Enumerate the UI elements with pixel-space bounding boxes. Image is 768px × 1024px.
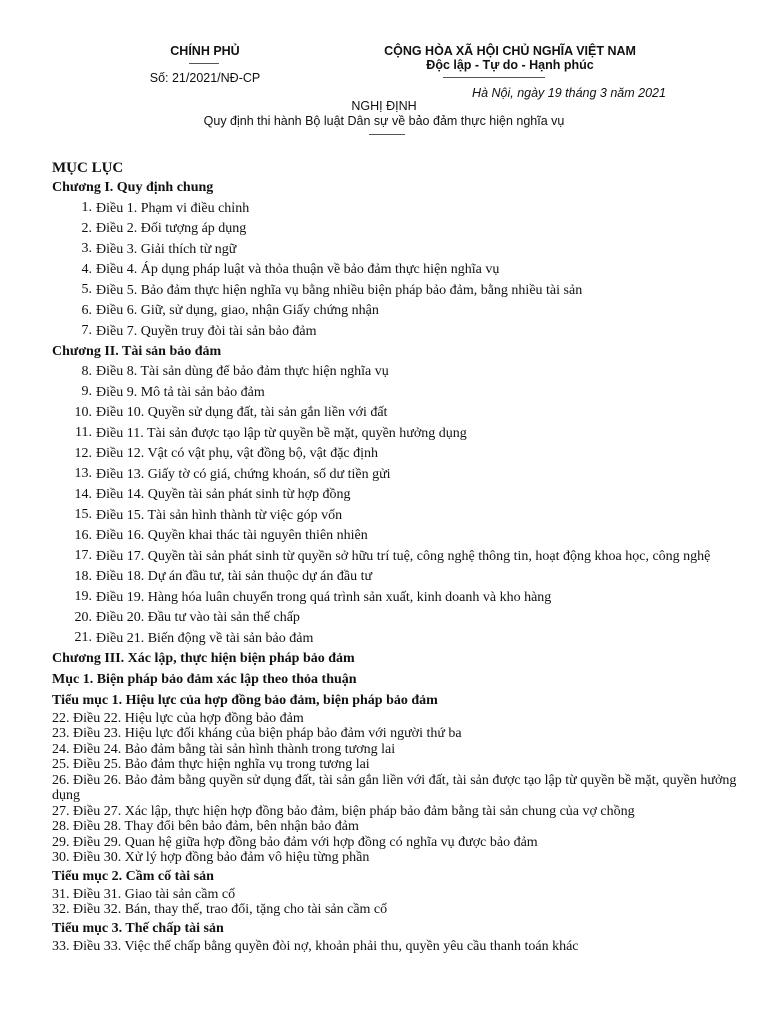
toc-entry[interactable]: 28. Điều 28. Thay đổi bên bảo đảm, bên nhận bảo đảm	[52, 819, 359, 834]
item-number: 10.	[74, 404, 92, 420]
item-text: Điều 20. Đầu tư vào tài sản thế chấp	[96, 610, 300, 625]
subsection-heading: Tiểu mục 3. Thế chấp tài sản	[52, 920, 224, 936]
item-number: 1.	[81, 200, 92, 215]
item-number: 8.	[81, 363, 92, 379]
item-number: 6.	[81, 302, 92, 318]
toc-item[interactable]	[52, 362, 752, 383]
item-number: 12.	[74, 445, 92, 461]
document-type: NGHỊ ĐỊNH	[351, 99, 417, 113]
chapter-heading: Chương II. Tài sản bảo đảm	[52, 343, 222, 359]
toc-item[interactable]	[52, 301, 752, 322]
toc-item[interactable]	[52, 382, 752, 403]
item-text: Điều 10. Quyền sử dụng đất, tài sản gắn liền với đất	[96, 405, 388, 420]
item-text: Điều 1. Phạm vi điều chỉnh	[96, 200, 250, 216]
item-text: Điều 9. Mô tả tài sản bảo đảm	[96, 384, 265, 400]
item-number: 14.	[74, 486, 92, 502]
toc-item[interactable]	[52, 198, 752, 219]
toc-item[interactable]	[52, 444, 752, 465]
chapter-heading: Chương III. Xác lập, thực hiện biện pháp bảo đảm	[52, 650, 355, 666]
item-number: 7.	[81, 323, 92, 338]
item-text: Điều 11. Tài sản được tạo lập từ quyền bề mặt, quyền hưởng dụng	[96, 425, 467, 441]
toc-item[interactable]	[52, 567, 752, 588]
toc-entry[interactable]: 30. Điều 30. Xử lý hợp đồng bảo đảm vô hiệu từng phần	[52, 850, 370, 865]
toc-item[interactable]	[52, 239, 752, 260]
toc-item[interactable]	[52, 423, 752, 444]
item-number: 17.	[74, 548, 92, 563]
toc-item[interactable]	[52, 464, 752, 485]
item-number: 16.	[74, 527, 92, 543]
toc-item[interactable]	[52, 219, 752, 240]
item-text: Điều 15. Tài sản hình thành từ việc góp vốn	[96, 507, 343, 523]
item-text: Điều 6. Giữ, sử dụng, giao, nhận Giấy chứng nhận	[96, 303, 379, 318]
toc-item[interactable]	[52, 505, 752, 526]
toc-entry[interactable]: 33. Điều 33. Việc thế chấp bằng quyền đòi nợ, khoản phải thu, quyền yêu cầu thanh toán khác	[52, 938, 579, 954]
item-text: Điều 8. Tài sản dùng để bảo đảm thực hiện nghĩa vụ	[96, 364, 389, 379]
item-text: Điều 17. Quyền tài sản phát sinh từ quyền sở hữu trí tuệ, công nghệ thông tin, hoạt động khoa học, công nghệ	[96, 548, 711, 564]
subsection-heading: Tiểu mục 2. Cầm cố tài sản	[52, 868, 214, 884]
item-text: Điều 5. Bảo đảm thực hiện nghĩa vụ bằng nhiều biện pháp bảo đảm, bằng nhiều tài sản	[96, 282, 583, 298]
document-subject: Quy định thi hành Bộ luật Dân sự về bảo đảm thực hiện nghĩa vụ	[203, 114, 565, 128]
item-text: Điều 14. Quyền tài sản phát sinh từ hợp đồng	[96, 487, 351, 502]
national-motto: Độc lập - Tự do - Hạnh phúc	[426, 58, 594, 72]
toc-title: MỤC LỤC	[52, 160, 124, 176]
item-text: Điều 2. Đối tượng áp dụng	[96, 221, 247, 236]
table-of-contents	[52, 158, 752, 954]
subsection-3-list	[52, 939, 752, 955]
issuer-divider	[189, 63, 219, 64]
toc-entry[interactable]: 26. Điều 26. Bảo đảm bằng quyền sử dụng đất, tài sản gắn liền với đất, tài sản được tạo lập từ quyền bề mặt, quyền hưởng dụng	[52, 772, 737, 803]
item-number: 19.	[74, 589, 92, 604]
item-text: Điều 19. Hàng hóa luân chuyển trong quá trình sản xuất, kinh doanh và kho hàng	[96, 589, 552, 605]
subsection-1-list	[52, 711, 752, 866]
item-text: Điều 16. Quyền khai thác tài nguyên thiên nhiên	[96, 528, 368, 543]
issuer-name: CHÍNH PHỦ	[170, 44, 240, 58]
toc-item[interactable]	[52, 260, 752, 281]
toc-item[interactable]	[52, 608, 752, 629]
toc-item[interactable]	[52, 587, 752, 608]
item-text: Điều 12. Vật có vật phụ, vật đồng bộ, vật đặc định	[96, 446, 379, 461]
item-text: Điều 21. Biến động về tài sản bảo đảm	[96, 630, 314, 646]
chapter-2-list	[52, 362, 752, 649]
toc-entry[interactable]: 27. Điều 27. Xác lập, thực hiện hợp đồng bảo đảm, biện pháp bảo đảm bằng tài sản chung của vợ chồng	[52, 803, 635, 819]
toc-entry[interactable]: 32. Điều 32. Bán, thay thế, trao đổi, tặng cho tài sản cầm cố	[52, 902, 388, 917]
item-number: 18.	[74, 568, 92, 584]
toc-item[interactable]	[52, 403, 752, 424]
item-number: 2.	[81, 220, 92, 236]
item-text: Điều 7. Quyền truy đòi tài sản bảo đảm	[96, 323, 317, 339]
chapter-1-list	[52, 198, 752, 342]
item-number: 13.	[74, 466, 92, 481]
subject-divider	[369, 134, 405, 135]
toc-entry[interactable]: 29. Điều 29. Quan hệ giữa hợp đồng bảo đảm với hợp đồng có nghĩa vụ được bảo đảm	[52, 834, 538, 850]
document-number: Số: 21/2021/NĐ-CP	[149, 71, 261, 85]
toc-entry[interactable]: 31. Điều 31. Giao tài sản cầm cố	[52, 886, 236, 902]
item-number: 3.	[81, 241, 92, 256]
item-text: Điều 3. Giải thích từ ngữ	[96, 241, 237, 257]
item-text: Điều 13. Giấy tờ có giá, chứng khoán, số dư tiền gửi	[96, 466, 391, 482]
nation-title: CỘNG HÒA XÃ HỘI CHỦ NGHĨA VIỆT NAM	[384, 44, 636, 58]
toc-item[interactable]	[52, 628, 752, 649]
toc-item[interactable]	[52, 526, 752, 547]
toc-entry[interactable]: 25. Điều 25. Bảo đảm thực hiện nghĩa vụ trong tương lai	[52, 757, 370, 772]
toc-entry[interactable]: 24. Điều 24. Bảo đảm bằng tài sản hình thành trong tương lai	[52, 741, 396, 757]
toc-item[interactable]	[52, 485, 752, 506]
subsection-heading: Tiểu mục 1. Hiệu lực của hợp đồng bảo đảm, biện pháp bảo đảm	[52, 692, 438, 708]
section-heading: Mục 1. Biện pháp bảo đảm xác lập theo thỏa thuận	[52, 671, 357, 687]
item-number: 5.	[81, 282, 92, 297]
item-number: 21.	[74, 630, 92, 645]
toc-entry[interactable]: 22. Điều 22. Hiệu lực của hợp đồng bảo đảm	[52, 710, 304, 726]
toc-entry[interactable]: 23. Điều 23. Hiệu lực đối kháng của biện pháp bảo đảm với người thứ ba	[52, 726, 462, 741]
item-number: 11.	[75, 425, 92, 440]
item-number: 4.	[81, 261, 92, 277]
item-number: 9.	[81, 384, 92, 399]
item-text: Điều 4. Áp dụng pháp luật và thỏa thuận về bảo đảm thực hiện nghĩa vụ	[96, 262, 500, 277]
item-text: Điều 18. Dự án đầu tư, tài sản thuộc dự án đầu tư	[96, 569, 373, 584]
motto-divider	[443, 77, 545, 78]
chapter-heading: Chương I. Quy định chung	[52, 180, 214, 195]
item-number: 15.	[74, 507, 92, 522]
toc-item[interactable]	[52, 321, 752, 342]
place-date: Hà Nội, ngày 19 tháng 3 năm 2021	[472, 86, 666, 100]
toc-item[interactable]	[52, 546, 752, 567]
toc-item[interactable]	[52, 280, 752, 301]
item-number: 20.	[74, 609, 92, 625]
subsection-2-list	[52, 887, 752, 918]
